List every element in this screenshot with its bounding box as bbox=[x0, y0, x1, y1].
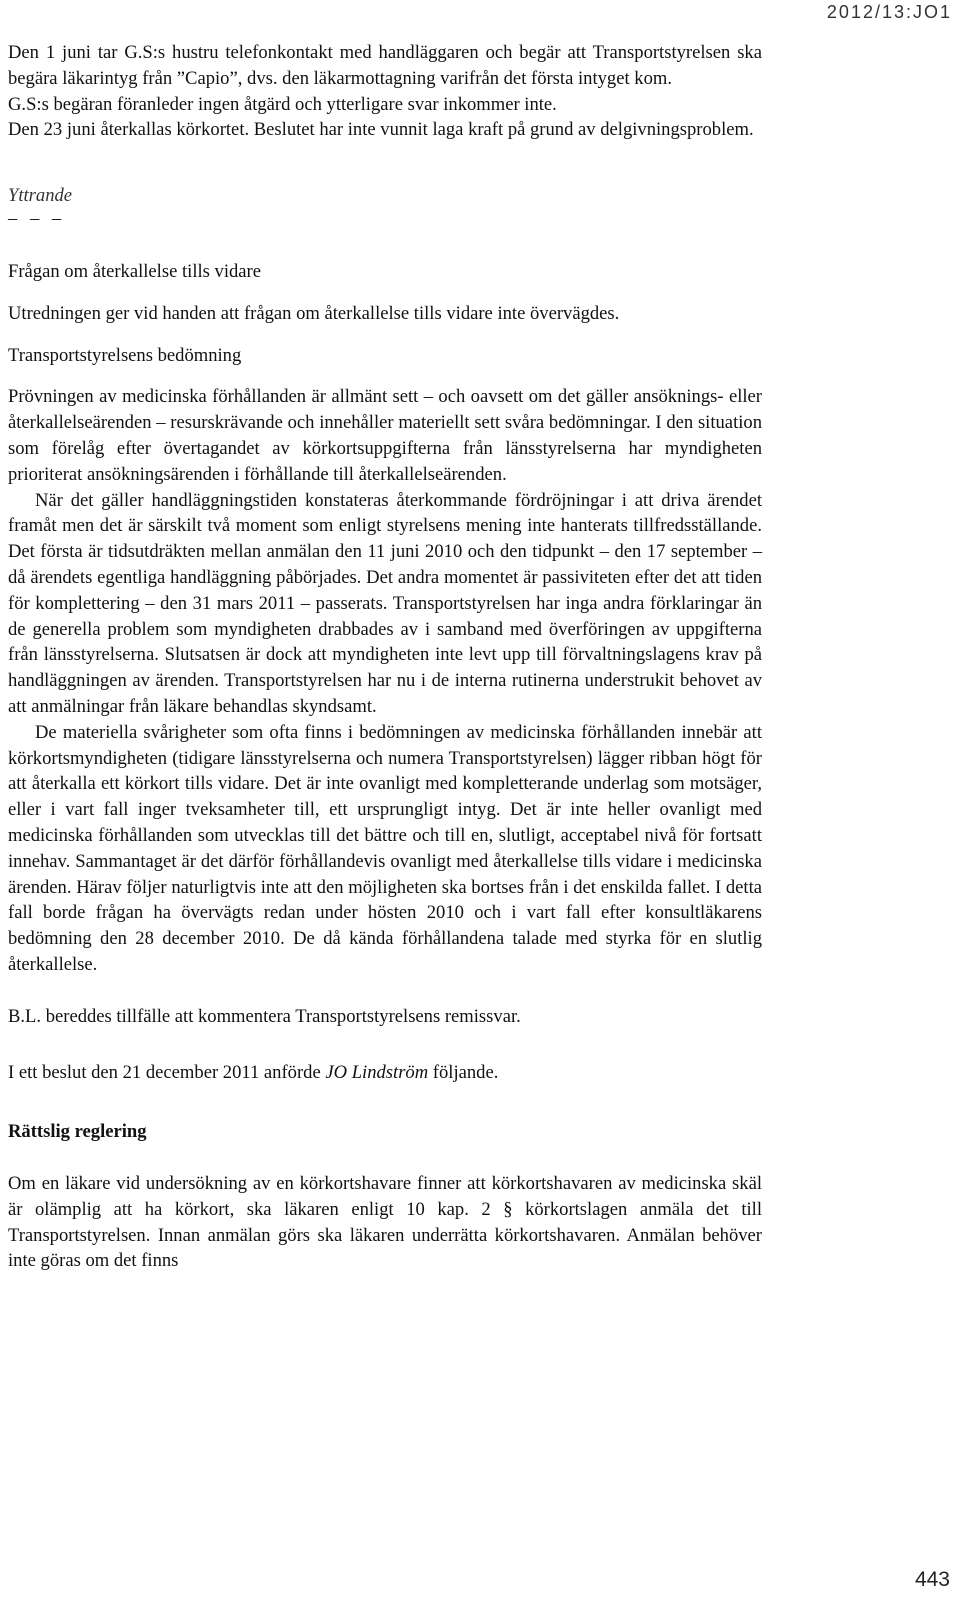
paragraph-handlaggningstid: När det gäller handläggningstiden konstateras återkommande fördröjningar i att driva ärendet framåt men det är särskilt två moment som enligt styrelsens mening inte hanterats tillfredsställande. Det första är tidsutdräkten mellan anmälan den 11 juni 2010 och den tidpunkt – den 17 september – då ärendets egentliga handläggning påbörjades. Det andra momentet är passiviteten efter det att tiden för komplettering – den 31 mars 2011 – passerats. Transportstyrelsen har inga andra förklaringar än de generella problem som myndigheten drabbades av i samband med överföringen av uppgifterna från länsstyrelserna. Slutsatsen är dock att myndigheten inte levt upp till förvaltningslagens krav på handläggningen av ärenden. Transportstyrelsen har nu i de interna rutinerna understrukit behovet av att anmälningar från läkare behandlas skyndsamt. bbox=[8, 489, 762, 717]
paragraph-lakare-anmalan: Om en läkare vid undersökning av en körkortshavare finner att körkortshavaren av medicinska skäl är olämplig att ha körkort, ska läkaren enligt 10 kap. 2 § körkortslagen anmäla det till Transportstyrelsen. Innan anmälan görs ska läkaren underrätta körkortshavaren. Anmälan behöver inte göras om det finns bbox=[8, 1173, 762, 1272]
document-reference: 2012/13:JO1 bbox=[826, 2, 952, 22]
paragraph-no-action: G.S:s begäran föranleder ingen åtgärd och ytterligare svar inkommer inte. bbox=[8, 93, 557, 115]
heading-fragan: Frågan om återkallelse tills vidare bbox=[8, 260, 261, 282]
heading-rattslig-reglering: Rättslig reglering bbox=[8, 1121, 147, 1143]
paragraph-utredningen: Utredningen ger vid handen att frågan om återkallelse tills vidare inte övervägdes. bbox=[8, 302, 620, 324]
document-body bbox=[8, 40, 762, 1274]
jo-name: JO Lindström bbox=[325, 1061, 429, 1083]
paragraph-materiella: De materiella svårigheter som ofta finns i bedömningen av medicinska förhållanden innebär att körkortsmyndigheten (tidigare länsstyrelserna och numera Transportstyrelsen) lägger ribban högt för att återkalla ett körkort tills vidare. Det är inte ovanligt med kompletterande underlag som motsäger, eller i vart fall inger tveksamheter till, ett ursprungligt intyg. Det är inte heller ovanligt med medicinska förhållanden som utvecklas till det bättre och till en, slutligt, acceptabel nivå för fortsatt innehav. Sammantaget är det därför förhållandevis ovanligt med återkallelse tills vidare i medicinska ärenden. Härav följer naturligtvis inte att den möjligheten ska bortses från i det enskilda fallet. I detta fall borde frågan ha övervägts redan under hösten 2010 och i vart fall efter konsultläkarens bedömning den 28 december 2010. De då kända förhållandena talade med styrka för en slutlig återkallelse. bbox=[8, 721, 762, 975]
paragraph-revocation: Den 23 juni återkallas körkortet. Beslutet har inte vunnit laga kraft på grund av delgivningsproblem. bbox=[8, 119, 754, 141]
heading-bedomning: Transportstyrelsens bedömning bbox=[8, 344, 242, 366]
paragraph-beslut bbox=[8, 1060, 762, 1086]
paragraph-provningen: Prövningen av medicinska förhållanden är allmänt sett – och oavsett om det gäller ansöknings- eller återkallelseärenden – resurskrävande och innehåller materiellt sett svåra bedömningar. I den situation som förelåg efter övertagandet av körkortsuppgifterna från länsstyrelserna har myndigheten prioriterat ansökningsärenden i förhållande till återkallelseärenden. bbox=[8, 386, 762, 485]
section-dashes: – – – bbox=[8, 207, 66, 229]
paragraph-remissvar: B.L. bereddes tillfälle att kommentera Transportstyrelsens remissvar. bbox=[8, 1005, 521, 1027]
paragraph-contact-request: Den 1 juni tar G.S:s hustru telefonkontakt med handläggaren och begär att Transportstyrelsen ska begära läkarintyg från ”Capio”, dvs. den läkarmottagning varifrån det första intyget kom. bbox=[8, 42, 762, 89]
beslut-text-after: följande. bbox=[428, 1061, 499, 1083]
section-heading-yttrande: Yttrande bbox=[8, 185, 73, 207]
page-number: 443 bbox=[914, 1568, 950, 1591]
beslut-text-before: I ett beslut den 21 december 2011 anförde bbox=[8, 1061, 326, 1083]
